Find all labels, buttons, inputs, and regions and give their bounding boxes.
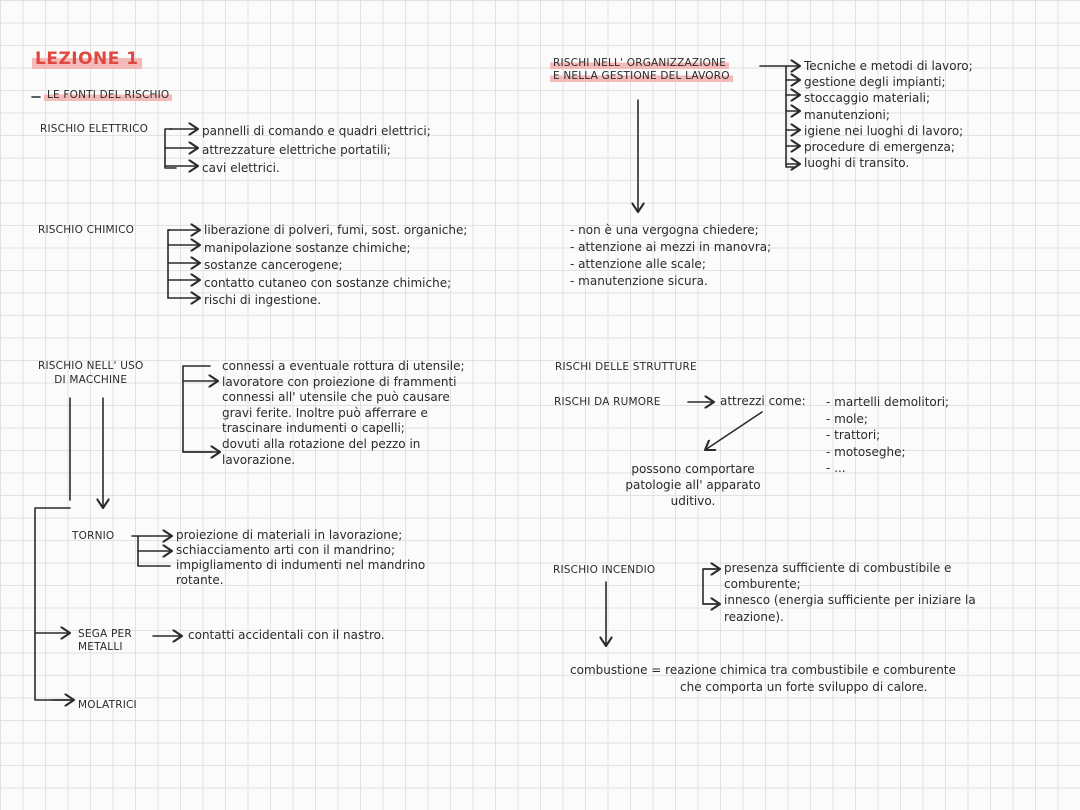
list-item: - motoseghe;	[826, 444, 906, 459]
bracket-chimico	[168, 230, 170, 298]
list-item: luoghi di transito.	[804, 156, 910, 171]
sega-label-line2: METALLI	[78, 641, 123, 653]
list-item: dovuti alla rotazione del pezzo in	[222, 436, 421, 451]
definition-line: combustione = reazione chimica tra combustibile e comburente	[570, 663, 956, 677]
list-item: connessi all' utensile che può causare	[222, 390, 450, 405]
list-item: rotante.	[176, 573, 224, 587]
tornio-list	[176, 528, 425, 588]
rischi-organizzazione-line2: E NELLA GESTIONE DEL LAVORO	[550, 70, 733, 82]
list-item: manutenzioni;	[804, 107, 890, 122]
note-item: - manutenzione sicura.	[570, 274, 708, 288]
rumore-lead: attrezzi come:	[720, 394, 806, 408]
page-subtitle-text: LE FONTI DEL RISCHIO	[44, 89, 172, 101]
sega-item: contatti accidentali con il nastro.	[188, 628, 385, 642]
sega-label-line1: SEGA PER	[78, 628, 132, 640]
rischio-macchine-label-line2: DI MACCHINE	[54, 374, 128, 386]
list-item: - mole;	[826, 411, 868, 426]
effect-line: uditivo.	[670, 494, 716, 508]
rischio-macchine-label	[38, 359, 143, 387]
list-item: pannelli di comando e quadri elettrici;	[202, 124, 431, 138]
sega-label	[78, 628, 132, 654]
list-item: innesco (energia sufficiente per iniziare la	[724, 593, 976, 608]
list-item: impigliamento di indumenti nel mandrino	[176, 558, 426, 572]
note-item: - attenzione ai mezzi in manovra;	[570, 240, 772, 254]
note-item: - attenzione alle scale;	[570, 257, 706, 271]
rischi-strutture-label: RISCHI DELLE STRUTTURE	[555, 361, 697, 373]
list-item: rischi di ingestione.	[204, 293, 322, 307]
list-item: lavoratore con proiezione di frammenti	[222, 374, 457, 389]
list-item: igiene nei luoghi di lavoro;	[804, 123, 964, 138]
list-item: connessi a eventuale rottura di utensile;	[222, 359, 465, 373]
rischi-rumore-label: RISCHI DA RUMORE	[554, 396, 661, 408]
bracket-incendio	[703, 569, 720, 604]
rischio-incendio-list	[724, 560, 976, 625]
list-item: proiezione di materiali in lavorazione;	[176, 528, 403, 542]
rischi-organizzazione-line1: RISCHI NELL' ORGANIZZAZIONE	[550, 57, 729, 69]
list-item: comburente;	[724, 577, 801, 592]
rischio-elettrico-label: RISCHIO ELETTRICO	[40, 123, 149, 135]
list-item: reazione).	[724, 609, 784, 624]
rischio-chimico-label: RISCHIO CHIMICO	[38, 224, 135, 236]
list-item: attrezzature elettriche portatili;	[202, 142, 391, 157]
rumore-effect	[608, 461, 778, 509]
rischio-incendio-label: RISCHIO INCENDIO	[553, 564, 656, 576]
effect-line: patologie all' apparato	[625, 478, 761, 492]
list-item: procedure di emergenza;	[804, 140, 955, 155]
definition-line: che comporta un forte sviluppo di calore.	[680, 680, 928, 694]
rischi-organizzazione-label	[550, 57, 733, 83]
list-item: cavi elettrici.	[202, 161, 280, 175]
rumore-list	[826, 394, 949, 477]
list-item: - trattori;	[826, 428, 881, 442]
rischio-macchine-label-line1: RISCHIO NELL' USO	[38, 360, 144, 372]
rischio-chimico-list	[204, 222, 467, 310]
page-title	[32, 49, 142, 69]
rischio-macchine-list	[222, 359, 465, 468]
bracket-macchine	[183, 366, 212, 452]
list-item: - ...	[826, 461, 846, 475]
list-item: schiacciamento arti con il mandrino;	[176, 543, 396, 557]
list-item: trascinare indumenti o capelli;	[222, 421, 405, 436]
list-item: contatto cutaneo con sostanze chimiche;	[204, 275, 452, 290]
tornio-label: TORNIO	[72, 530, 115, 542]
list-item: lavorazione.	[222, 452, 296, 467]
list-item: gravi ferite. Inoltre può afferrare e	[222, 405, 428, 420]
list-item: liberazione di polveri, fumi, sost. organiche;	[204, 223, 468, 237]
list-item: Tecniche e metodi di lavoro;	[804, 59, 973, 73]
page-subtitle	[44, 88, 172, 102]
page-title-text: LEZIONE 1	[32, 49, 142, 69]
organizzazione-notes	[570, 222, 771, 290]
list-item: gestione degli impianti;	[804, 75, 946, 90]
molatrici-label: MOLATRICI	[78, 699, 137, 711]
list-item: manipolazione sostanze chimiche;	[204, 240, 411, 255]
rischi-organizzazione-list	[804, 58, 973, 171]
list-item: stoccaggio materiali;	[804, 91, 931, 106]
bracket-organizzazione	[760, 66, 796, 167]
note-item: - non è una vergogna chiedere;	[570, 223, 759, 237]
list-item: - martelli demolitori;	[826, 395, 950, 409]
rischio-elettrico-list	[202, 122, 431, 178]
list-item: sostanze cancerogene;	[204, 258, 343, 272]
effect-line: possono comportare	[631, 462, 755, 476]
combustione-definition	[570, 662, 956, 696]
list-item: presenza sufficiente di combustibile e	[724, 561, 952, 575]
